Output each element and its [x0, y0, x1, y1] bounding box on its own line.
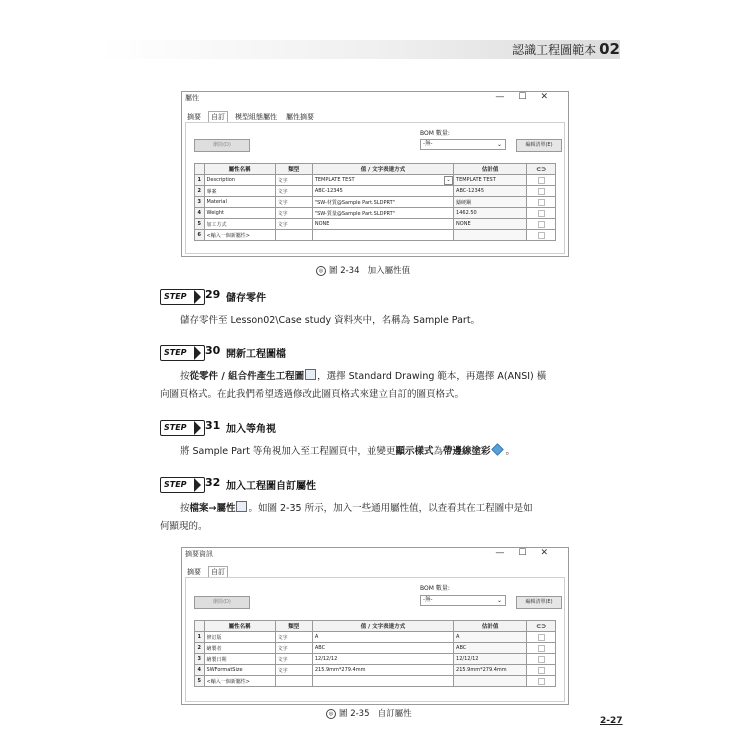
type-cell[interactable] — [275, 230, 312, 241]
column-header[interactable]: 類型 — [275, 164, 312, 175]
link-icon: ⊂⊃ — [536, 165, 547, 173]
expression-cell[interactable]: 215.9mm*279.4mm — [312, 665, 453, 676]
expression-cell[interactable]: ABC-12345 — [312, 186, 453, 197]
link-column-header[interactable] — [527, 164, 556, 175]
row-number: 6 — [195, 230, 205, 241]
step-30-text-cont — [160, 386, 600, 404]
row-number: 4 — [195, 208, 205, 219]
type-cell[interactable]: 文字 — [275, 208, 312, 219]
row-number: 4 — [195, 665, 205, 676]
row-number: 2 — [195, 643, 205, 654]
step-arrow-icon — [194, 421, 201, 435]
summary-info-dialog — [181, 547, 569, 705]
table-row[interactable] — [195, 197, 556, 208]
link-checkbox[interactable] — [538, 232, 545, 239]
tab-summary[interactable]: 摘要 — [187, 113, 201, 121]
corner-cell — [195, 164, 205, 175]
evaluated-value-cell: ABC-12345 — [454, 186, 527, 197]
tab-custom[interactable]: 自訂 — [208, 566, 228, 577]
property-name-cell[interactable]: 繪製者 — [204, 643, 275, 654]
step-31 — [160, 420, 560, 436]
link-checkbox-cell[interactable] — [527, 230, 556, 241]
paragraph-text: 儲存零件至 Lesson02\Case study 資料夾中，名稱為 Sample Part。 — [180, 315, 481, 326]
expression-cell[interactable]: 12/12/12 — [312, 654, 453, 665]
column-header[interactable]: 屬性名稱 — [204, 164, 275, 175]
type-cell[interactable] — [275, 676, 312, 687]
bold-term: 帶邊線塗彩 — [442, 446, 491, 457]
row-number: 5 — [195, 219, 205, 230]
expression-cell[interactable]: NONE — [312, 219, 453, 230]
step-arrow-icon — [194, 478, 201, 492]
dialog-tabs — [185, 567, 233, 577]
window-buttons — [495, 548, 562, 558]
property-name-cell[interactable]: Description — [204, 175, 275, 186]
bold-term: 顯示樣式 — [395, 446, 434, 457]
bold-command: 檔案→屬性 — [189, 503, 236, 514]
step-30-text — [180, 368, 600, 386]
link-checkbox-cell[interactable] — [527, 632, 556, 643]
step-badge: STEP — [160, 477, 205, 493]
evaluated-value-cell: 1462.50 — [454, 208, 527, 219]
evaluated-value-cell: ABC — [454, 643, 527, 654]
expression-cell[interactable] — [312, 676, 453, 687]
table-row[interactable] — [195, 632, 556, 643]
link-checkbox[interactable] — [538, 667, 545, 674]
evaluated-value-cell: 12/12/12 — [454, 654, 527, 665]
figure-label: 圖 2-35 — [339, 709, 370, 719]
property-name-cell[interactable]: 繪製日期 — [204, 654, 275, 665]
table-row[interactable] — [195, 665, 556, 676]
type-cell[interactable]: 文字 — [275, 219, 312, 230]
row-number: 5 — [195, 676, 205, 687]
step-number: 31 — [205, 419, 221, 432]
step-number: 29 — [205, 288, 221, 301]
paragraph-text: 何顯現的。 — [160, 521, 208, 532]
edit-list-button[interactable]: 編輯清單(E) — [516, 139, 562, 152]
chevron-down-icon: ⌄ — [496, 141, 502, 148]
dialog-tabs — [185, 112, 321, 122]
step-title: 開新工程圖檔 — [226, 349, 286, 360]
properties-dialog — [181, 91, 569, 257]
minimize-icon[interactable]: — — [495, 92, 519, 102]
link-checkbox-cell[interactable] — [527, 676, 556, 687]
step-title: 加入等角視 — [226, 424, 276, 435]
table-row[interactable] — [195, 654, 556, 665]
expression-cell[interactable] — [312, 175, 453, 186]
column-header[interactable]: 估計值 — [454, 621, 527, 632]
chapter-title-text: 認識工程圖範本 — [512, 43, 597, 57]
chapter-number: 02 — [599, 40, 620, 58]
tab-panel — [185, 122, 565, 254]
bom-quantity-value: -無- — [423, 141, 433, 147]
make-drawing-icon — [305, 369, 316, 380]
file-properties-icon — [236, 501, 247, 512]
maximize-icon[interactable]: ☐ — [518, 92, 541, 102]
step-badge: STEP — [160, 345, 205, 361]
maximize-icon[interactable]: ☐ — [518, 548, 541, 558]
table-row[interactable] — [195, 208, 556, 219]
link-checkbox[interactable] — [538, 645, 545, 652]
chevron-down-icon: ⌄ — [496, 597, 502, 604]
figure-caption — [326, 707, 412, 719]
tab-summary[interactable]: 摘要 — [187, 568, 201, 576]
paragraph-text: 。 — [505, 446, 515, 457]
bom-quantity-value: -無- — [423, 597, 433, 603]
table-row[interactable] — [195, 230, 556, 241]
new-property-cell[interactable]: <輸入一個新屬性> — [204, 676, 275, 687]
close-icon[interactable]: ✕ — [540, 92, 562, 102]
link-checkbox-cell[interactable] — [527, 643, 556, 654]
table-header-row — [195, 164, 556, 175]
step-number: 32 — [205, 476, 221, 489]
new-property-cell[interactable]: <輸入一個新屬性> — [204, 230, 275, 241]
property-name-cell[interactable]: SWFormatSize — [204, 665, 275, 676]
expression-cell[interactable]: ABC — [312, 643, 453, 654]
row-number: 2 — [195, 186, 205, 197]
dialog-title: 摘要資訊 — [185, 550, 213, 558]
paragraph-text: ，選擇 Standard Drawing 範本，再選擇 A(ANSI) 橫 — [317, 371, 547, 382]
paragraph-text: 為 — [433, 446, 443, 457]
type-cell[interactable]: 文字 — [275, 197, 312, 208]
table-row[interactable] — [195, 186, 556, 197]
close-icon[interactable]: ✕ — [540, 548, 562, 558]
shaded-with-edges-icon — [492, 443, 504, 455]
link-checkbox-cell[interactable] — [527, 665, 556, 676]
type-cell[interactable]: 文字 — [275, 632, 312, 643]
step-badge: STEP — [160, 289, 205, 305]
link-checkbox[interactable] — [538, 199, 545, 206]
table-header-row — [195, 621, 556, 632]
tab-properties-summary[interactable]: 屬性摘要 — [286, 113, 314, 121]
link-column-header[interactable] — [527, 621, 556, 632]
properties-table — [194, 163, 556, 241]
property-name-cell[interactable]: 加工方式 — [204, 219, 275, 230]
type-cell[interactable]: 文字 — [275, 665, 312, 676]
evaluated-value-cell — [454, 676, 527, 687]
paragraph-text: 將 Sample Part 等角視加入至工程圖頁中，並變更 — [180, 446, 396, 457]
expression-cell[interactable]: "SW-材質@Sample Part.SLDPRT" — [312, 197, 453, 208]
step-arrow-icon — [194, 290, 201, 304]
chevron-down-icon[interactable]: ⌄ — [444, 176, 453, 185]
evaluated-value-cell: 鑄硬鋼 — [454, 197, 527, 208]
tab-config-properties[interactable]: 模型組態屬性 — [235, 113, 277, 121]
step-arrow-icon — [194, 346, 201, 360]
evaluated-value-cell: TEMPLATE TEST — [454, 175, 527, 186]
figure-label: 圖 2-34 — [329, 266, 360, 276]
link-icon: ⊂⊃ — [536, 622, 547, 630]
paragraph-text: 向圖頁格式。在此我們希望透過修改此圖頁格式來建立自訂的圖頁格式。 — [160, 389, 465, 400]
delete-button[interactable]: 刪除(D) — [194, 139, 250, 152]
link-checkbox[interactable] — [538, 634, 545, 641]
link-checkbox[interactable] — [538, 678, 545, 685]
step-badge: STEP — [160, 420, 205, 436]
type-cell[interactable]: 文字 — [275, 175, 312, 186]
type-cell[interactable]: 文字 — [275, 654, 312, 665]
step-29 — [160, 289, 560, 305]
expression-cell[interactable]: "SW-質量@Sample Part.SLDPRT" — [312, 208, 453, 219]
paragraph-text: 按 — [180, 503, 190, 514]
figure-caption — [316, 264, 410, 276]
link-checkbox-cell[interactable] — [527, 219, 556, 230]
column-header[interactable]: 值 / 文字表達方式 — [312, 621, 453, 632]
chapter-title — [100, 40, 620, 59]
link-checkbox[interactable] — [538, 656, 545, 663]
property-name-cell[interactable]: 專案 — [204, 186, 275, 197]
type-cell[interactable]: 文字 — [275, 643, 312, 654]
corner-cell — [195, 621, 205, 632]
expression-text: TEMPLATE TEST — [314, 177, 355, 183]
link-checkbox-cell[interactable] — [527, 654, 556, 665]
dialog-title: 屬性 — [185, 94, 199, 102]
evaluated-value-cell — [454, 230, 527, 241]
link-checkbox-cell[interactable] — [527, 197, 556, 208]
step-title: 加入工程圖自訂屬性 — [226, 481, 316, 492]
properties-table — [194, 620, 556, 687]
bom-quantity-label: BOM 數量: — [420, 585, 450, 592]
row-number: 1 — [195, 175, 205, 186]
step-32 — [160, 477, 560, 493]
evaluated-value-cell: A — [454, 632, 527, 643]
evaluated-value-cell: NONE — [454, 219, 527, 230]
step-number: 30 — [205, 344, 221, 357]
expression-cell[interactable]: A — [312, 632, 453, 643]
figure-icon: ◎ — [326, 709, 336, 719]
link-checkbox[interactable] — [538, 210, 545, 217]
step-31-text — [180, 443, 600, 461]
edit-list-button[interactable]: 編輯清單(E) — [516, 596, 562, 609]
link-checkbox-cell[interactable] — [527, 208, 556, 219]
page-number: 2-27 — [600, 716, 623, 726]
evaluated-value-cell: 215.9mm*279.4mm — [454, 665, 527, 676]
bom-quantity-select[interactable] — [420, 595, 506, 606]
tab-panel — [185, 577, 565, 702]
figure-title: 自訂屬性 — [377, 709, 412, 719]
link-checkbox-cell[interactable] — [527, 186, 556, 197]
column-header[interactable]: 類型 — [275, 621, 312, 632]
bom-quantity-select[interactable] — [420, 139, 506, 150]
type-cell[interactable]: 文字 — [275, 186, 312, 197]
step-32-text — [180, 500, 600, 518]
column-header[interactable]: 值 / 文字表達方式 — [312, 164, 453, 175]
table-row[interactable] — [195, 175, 556, 186]
table-row[interactable] — [195, 676, 556, 687]
link-checkbox[interactable] — [538, 177, 545, 184]
bold-command: 從零件 / 組合件產生工程圖 — [189, 371, 305, 382]
property-name-cell[interactable]: 修訂版 — [204, 632, 275, 643]
property-name-cell[interactable]: Weight — [204, 208, 275, 219]
step-32-text-cont — [160, 518, 600, 536]
row-number: 3 — [195, 197, 205, 208]
property-name-cell[interactable]: Material — [204, 197, 275, 208]
row-number: 3 — [195, 654, 205, 665]
expression-cell[interactable] — [312, 230, 453, 241]
step-29-text — [180, 312, 600, 330]
minimize-icon[interactable]: — — [495, 548, 519, 558]
step-30 — [160, 345, 560, 361]
paragraph-text: 按 — [180, 371, 190, 382]
link-checkbox[interactable] — [538, 188, 545, 195]
table-row[interactable] — [195, 643, 556, 654]
figure-icon: ◎ — [316, 266, 326, 276]
column-header[interactable]: 估計值 — [454, 164, 527, 175]
figure-title: 加入屬性值 — [367, 266, 411, 276]
link-checkbox[interactable] — [538, 221, 545, 228]
link-checkbox-cell[interactable] — [527, 175, 556, 186]
column-header[interactable]: 屬性名稱 — [204, 621, 275, 632]
table-row[interactable] — [195, 219, 556, 230]
paragraph-text: 。如圖 2-35 所示，加入一些通用屬性值，以查看其在工程圖中是如 — [248, 503, 533, 514]
window-buttons — [495, 92, 562, 102]
tab-custom[interactable]: 自訂 — [208, 111, 228, 122]
bom-quantity-label: BOM 數量: — [420, 130, 450, 137]
row-number: 1 — [195, 632, 205, 643]
step-title: 儲存零件 — [226, 293, 266, 304]
delete-button[interactable]: 刪除(D) — [194, 596, 250, 609]
